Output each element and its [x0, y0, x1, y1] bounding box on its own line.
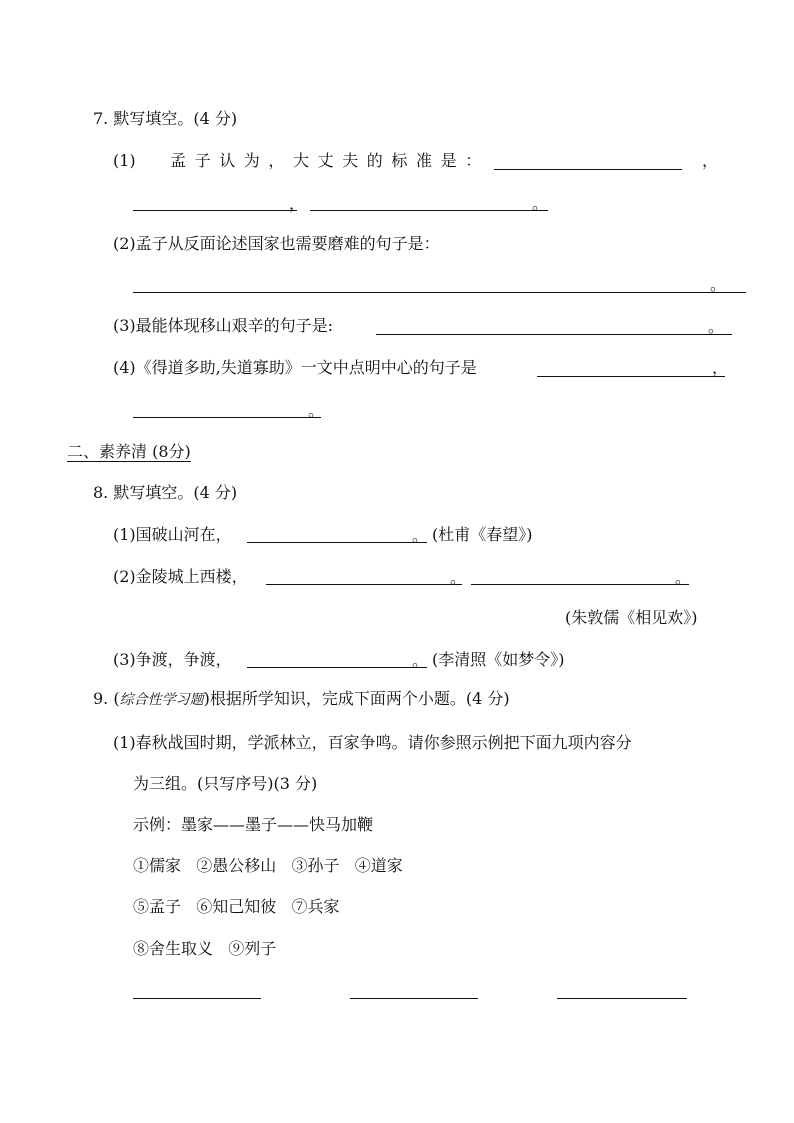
q9-header [93, 689, 510, 710]
q7-part4-comma: ， [712, 358, 729, 377]
q7-part2-blank[interactable] [133, 292, 746, 293]
q9-part1-line2: 为三组。(只写序号)(3 分) [133, 774, 318, 793]
q8-part2-period-1: 。 [450, 568, 467, 587]
q9-items-row2: ⑤孟子 ⑥知己知彼 ⑦兵家 [133, 897, 340, 916]
q8-part2-period-2: 。 [675, 568, 692, 587]
q7-part1-comma-1: ， [702, 151, 719, 170]
q7-part4-question: (4)《得道多助,失道寡助》一文中点明中心的句子是 [113, 358, 477, 377]
q7-part4-period: 。 [308, 401, 325, 420]
q9-items-row1: ①儒家 ②愚公移山 ③孙子 ④道家 [133, 856, 403, 875]
q9-part1-line1: (1)春秋战国时期，学派林立，百家争鸣。请你参照示例把下面九项内容分 [113, 733, 632, 752]
q7-part4-blank-2[interactable] [133, 417, 321, 418]
q9-example: 示例：墨家——墨子——快马加鞭 [133, 815, 374, 834]
q8-part3-source: (李清照《如梦令》) [432, 650, 565, 669]
q9-items-row3: ⑧舍生取义 ⑨列子 [133, 939, 277, 958]
q8-part3-prefix: (3)争渡，争渡， [113, 650, 232, 669]
q7-part3-blank[interactable] [376, 334, 732, 335]
section-2-title: 二、素养清 (8分) [67, 442, 191, 461]
q8-part2-blank-2[interactable] [471, 584, 689, 585]
q8-part3-period: 。 [412, 651, 429, 670]
q7-part4-blank-1[interactable] [537, 376, 725, 377]
q7-part2-period: 。 [710, 275, 727, 294]
q9-answer-blank-2[interactable] [350, 998, 478, 999]
q7-part3-question: (3)最能体现移山艰辛的句子是: [113, 316, 334, 335]
q8-part1-period: 。 [412, 526, 429, 545]
q7-part1-number: (1) [113, 151, 136, 170]
q8-part1-prefix: (1)国破山河在， [113, 525, 232, 544]
q7-part1-blank-1[interactable] [494, 169, 682, 170]
q7-part1-period: 。 [532, 194, 549, 213]
q8-header: 8. 默写填空。(4 分) [93, 483, 238, 502]
q8-part2-source: (朱敦儒《相见欢》) [565, 608, 698, 627]
q9-answer-blank-1[interactable] [133, 998, 261, 999]
q7-part3-period: 。 [708, 317, 725, 336]
q9-answer-blank-3[interactable] [557, 998, 687, 999]
q7-part1-blank-2[interactable] [133, 210, 297, 211]
q9-number: 9. ( [93, 689, 120, 708]
q7-part1-comma-2: ， [289, 194, 306, 213]
q7-part1-blank-3[interactable] [310, 210, 548, 211]
q7-part1-text: 孟子认为，大丈夫的标准是： [170, 151, 490, 170]
q8-part3-blank[interactable] [247, 667, 427, 668]
q7-part2-question: (2)孟子从反面论述国家也需要磨难的句子是： [113, 234, 440, 253]
q8-part2-blank-1[interactable] [266, 584, 462, 585]
q8-part1-blank[interactable] [247, 542, 427, 543]
q9-tag: 综合性学习题 [119, 692, 204, 708]
q7-header: 7. 默写填空。(4 分) [93, 109, 238, 128]
q8-part1-source: (杜甫《春望》) [432, 525, 533, 544]
q8-part2-prefix: (2)金陵城上西楼， [113, 567, 248, 586]
q9-header-text: )根据所学知识，完成下面两个小题。(4 分) [203, 689, 510, 708]
